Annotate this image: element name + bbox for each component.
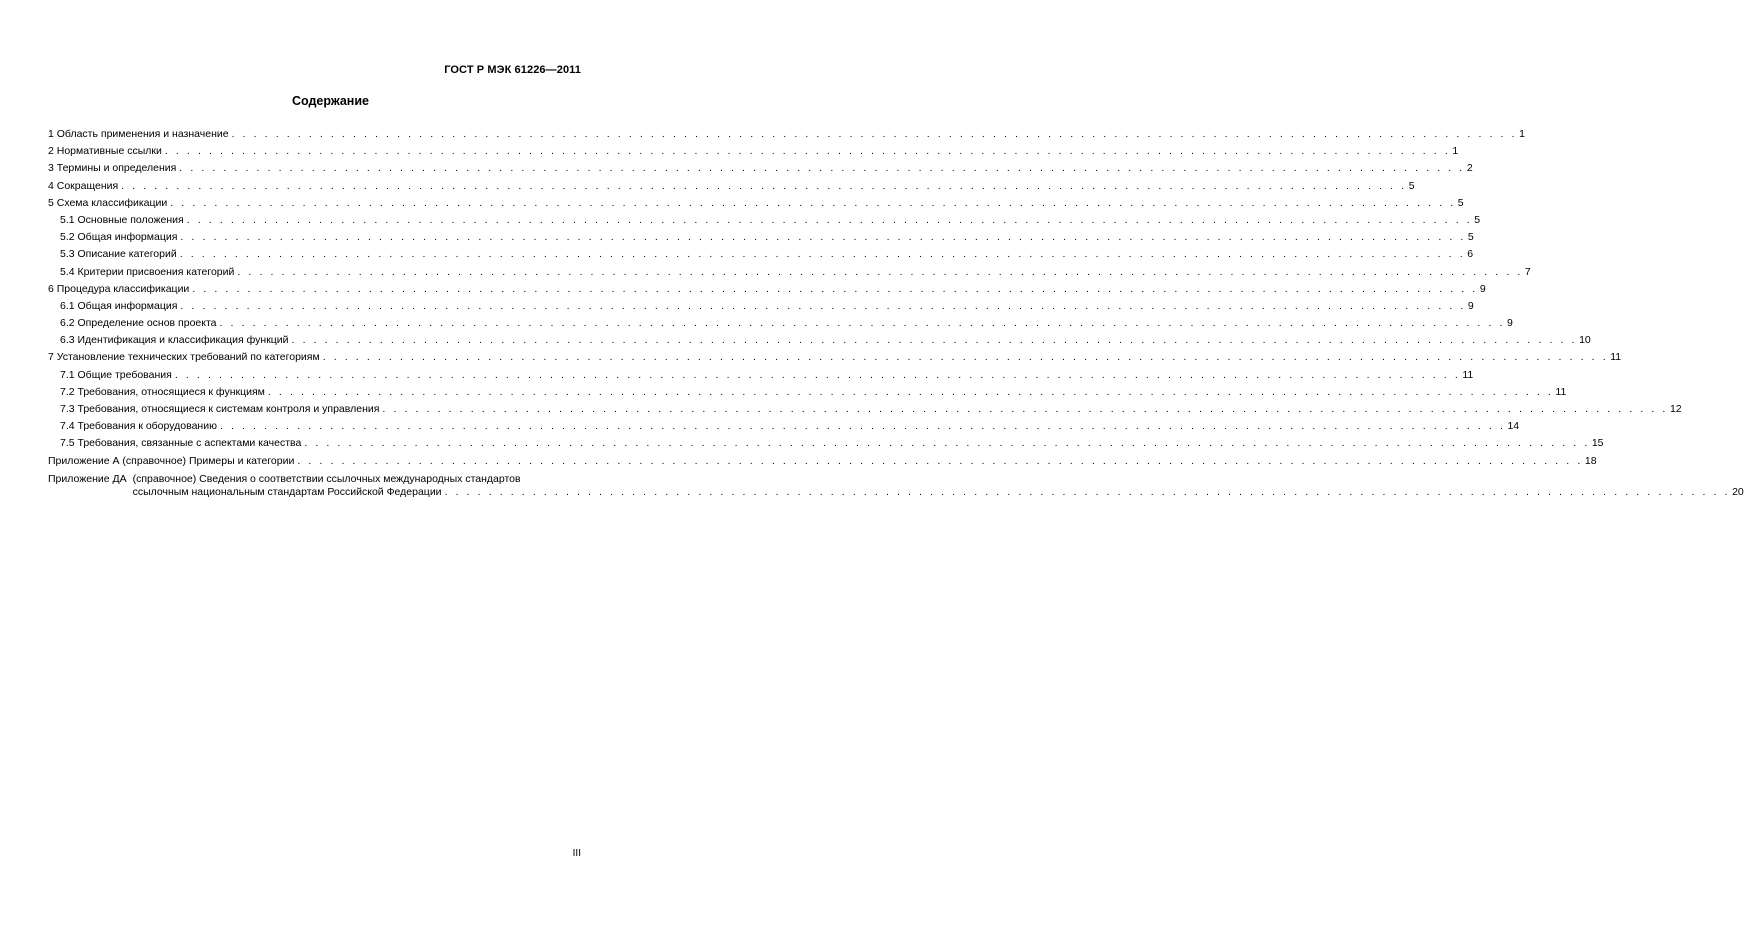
toc-entry[interactable]: [48, 367, 1474, 384]
toc-entry-label: ссылочным национальным стандартам Российской Федерации: [132, 485, 442, 498]
toc-entry-label: 7.1 Общие требования: [60, 368, 172, 381]
toc-entry-label: 6 Процедура классификации: [48, 282, 190, 295]
toc-entry-label: (справочное) Сведения о соответствии ссылочных международных стандартов: [132, 472, 521, 485]
toc-entry-label: 5.2 Общая информация: [60, 231, 178, 244]
toc-entry-label: 7 Установление технических требований по категориям: [48, 351, 320, 364]
toc-entry-label: 4 Сокращения: [48, 179, 119, 192]
toc-entry[interactable]: [48, 453, 1597, 470]
toc-entry-page: 14: [1507, 420, 1520, 433]
table-of-contents: [48, 126, 1744, 499]
toc-entry-page: 9: [1479, 282, 1486, 295]
toc-leader-dots: [445, 486, 1731, 499]
toc-entry-page: 20: [1732, 485, 1744, 498]
toc-entry-page: 2: [1466, 162, 1473, 175]
toc-entry-page: 11: [1610, 351, 1622, 364]
page-number: III: [572, 848, 581, 859]
toc-entry-page: 7: [1524, 265, 1531, 278]
toc-leader-dots: [192, 281, 1478, 298]
toc-entry-label: 5.4 Критерии присвоения категорий: [60, 265, 235, 278]
toc-entry-label: 5 Схема классификации: [48, 196, 168, 209]
toc-entry-page: 12: [1669, 403, 1682, 415]
toc-entry-label: Приложение А (справочное) Примеры и категории: [48, 454, 295, 467]
toc-leader-dots: [220, 418, 1506, 435]
toc-entry-page: 5: [1467, 231, 1474, 244]
toc-entry-page: 5: [1474, 213, 1481, 226]
toc-entry[interactable]: [48, 332, 1591, 349]
toc-entry-body: [133, 473, 1744, 499]
toc-entry[interactable]: [48, 349, 1622, 366]
toc-leader-dots: [268, 384, 1554, 401]
toc-entry-label: 7.4 Требования к оборудованию: [60, 420, 217, 433]
page-title: Содержание: [291, 94, 369, 108]
toc-entry[interactable]: [48, 178, 1415, 195]
toc-entry[interactable]: [48, 281, 1486, 298]
toc-leader-dots: [220, 315, 1506, 332]
toc-leader-dots: [323, 349, 1609, 366]
toc-entry-appendix-da[interactable]: [48, 472, 1744, 499]
toc-entry-page: 11: [1555, 385, 1567, 398]
toc-leader-dots: [180, 229, 1466, 246]
toc-leader-dots: [304, 435, 1590, 452]
toc-entry-label: 6.3 Идентификация и классификация функций: [60, 334, 289, 347]
toc-leader-dots: [121, 178, 1407, 195]
toc-entry-page: 5: [1457, 196, 1464, 209]
toc-entry-label: 5.1 Основные положения: [60, 213, 184, 226]
toc-entry-label: 3 Термины и определения: [48, 162, 177, 175]
toc-entry-page: 11: [1462, 368, 1474, 381]
toc-entry-label: 2 Нормативные ссылки: [48, 145, 162, 158]
toc-entry-label: 6.1 Общая информация: [60, 299, 178, 312]
toc-entry[interactable]: [48, 298, 1474, 315]
toc-entry-page: 5: [1408, 179, 1415, 192]
toc-entry-page: 1: [1519, 128, 1525, 140]
toc-leader-dots: [180, 246, 1466, 263]
toc-leader-dots: [165, 143, 1451, 160]
toc-leader-dots: [237, 264, 1523, 281]
toc-entry-page: 1: [1452, 145, 1459, 158]
toc-entry-label: 7.2 Требования, относящиеся к функциям: [60, 385, 265, 398]
toc-entry[interactable]: [48, 418, 1520, 435]
toc-entry[interactable]: [48, 126, 1525, 143]
toc-entry[interactable]: [48, 246, 1474, 263]
toc-entry-page: 18: [1584, 454, 1597, 467]
toc-leader-dots: [297, 453, 1583, 470]
toc-entry[interactable]: [48, 384, 1567, 401]
toc-leader-dots: [382, 401, 1668, 418]
toc-leader-dots: [292, 332, 1578, 349]
toc-entry[interactable]: [48, 212, 1481, 229]
toc-entry[interactable]: [48, 195, 1464, 212]
toc-entry[interactable]: [48, 160, 1473, 177]
toc-entry[interactable]: [48, 229, 1474, 246]
toc-leader-dots: [187, 212, 1473, 229]
toc-entry[interactable]: [48, 264, 1531, 281]
toc-entry-page: 6: [1467, 248, 1474, 261]
toc-entry[interactable]: [48, 143, 1459, 160]
document-id: ГОСТ Р МЭК 61226—2011: [444, 64, 581, 76]
toc-entry[interactable]: [48, 315, 1513, 332]
toc-entry-label: 1 Область применения и назначение: [48, 128, 229, 140]
toc-entry-label: 7.3 Требования, относящиеся к системам контроля и управления: [60, 403, 380, 415]
toc-leader-dots: [232, 126, 1518, 143]
toc-entry[interactable]: [48, 435, 1604, 452]
toc-entry-line: [133, 486, 1744, 499]
toc-entry-page: 9: [1507, 317, 1513, 330]
toc-entry-label: 5.3 Описание категорий: [60, 248, 177, 261]
toc-entry[interactable]: [48, 401, 1682, 418]
toc-entry-page: 10: [1579, 334, 1591, 347]
toc-leader-dots: [170, 195, 1456, 212]
toc-entry-page: 15: [1591, 437, 1604, 450]
toc-leader-dots: [179, 160, 1465, 177]
toc-entry-label: 6.2 Определение основ проекта: [60, 317, 217, 330]
toc-entry-label: Приложение ДА: [48, 472, 127, 485]
toc-entry-page: 9: [1467, 299, 1474, 312]
toc-leader-dots: [180, 298, 1466, 315]
toc-leader-dots: [175, 367, 1461, 384]
toc-entry-label: 7.5 Требования, связанные с аспектами качества: [60, 437, 302, 450]
